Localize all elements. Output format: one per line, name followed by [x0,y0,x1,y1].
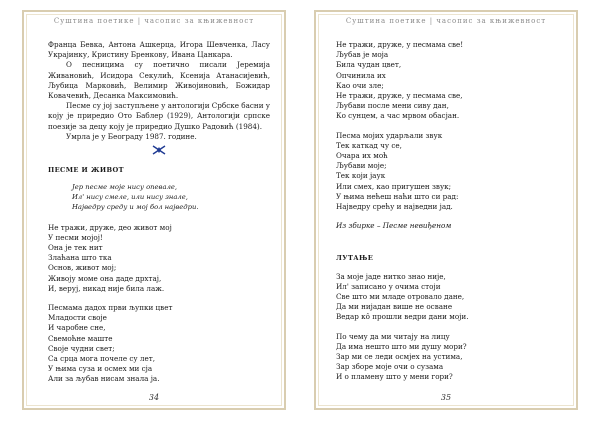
stanza [48,303,270,385]
page-header: Суштина поетике | часопис за књижевност [53,17,255,25]
left-page [22,10,286,410]
verse-line: Своје чудни свет; [48,343,115,353]
verse-line: Очара их моћ [336,151,388,161]
verse-line: Али за љубав нисам знала ја. [48,374,160,384]
verse-line: Ведар кô прошли ведри дани моји. [336,312,469,322]
verse-line: Љубави моје; [336,161,387,171]
source-note: Из збирке – Песме невиђеном [336,221,452,231]
epigraph-line: Најведру среду и мој бол најведри. [72,202,199,211]
verse-line: Свемоћне маште [48,333,113,343]
verse-line: Она је тек нит [48,243,103,253]
verse-line: Љубав је моја [336,50,389,60]
verse-line: И чаробне сне, [48,323,106,333]
verse-line: Ко сунцем, а час мрвом обасјан. [336,111,460,121]
verse-line: Не тражи, друже, у песмама све, [336,91,463,101]
right-content [336,40,562,392]
verse-line: Да ми нијадан више не осване [336,302,453,312]
verse-line: Не тражи, друже, део живот мој [48,222,172,232]
verse-line: У њима нећеш наћи што си рад: [336,191,459,201]
right-page [314,10,578,410]
verse-line: Младости своје [48,313,107,323]
epigraph [72,183,270,212]
verse-line: По чему да ми читају на лицу [336,331,450,341]
verse-line: Ил' записано у очима стоји [336,281,441,291]
verse-line: За моје јаде нитко знао није, [336,271,446,281]
verse-line: Љубави после мени сиву дан, [336,101,449,111]
verse-line: Злаћана што тка [48,253,112,263]
verse-line: Песмама дадох први љупки цвет [48,303,173,313]
verse-line: Као очи зле; [336,80,384,90]
verse-line: И о пламену што у мени гори? [336,372,453,382]
bio-paragraph: О песницима су поетично писали Јеремија Живановић, Исидора Секулић, Ксенија Атанасијевић, Љубица Марковић, Велимир Живојиновић, Божидар Ковачевић, Десанка Максимовић. [48,60,270,101]
left-content [48,40,270,394]
epigraph-line: Јер песме моје нису опевале, [72,183,178,192]
page-number: 35 [440,393,452,402]
verse-line: Била чудан цвет, [336,60,402,70]
poem-title: ПЕСМЕ И ЖИВОТ [48,166,124,175]
bio-paragraph: Песме су јој заступљене у антологији Србске басни у коју је приредио Ото Баблер (1929), Антологији српске поезије за децу коју је приредио Душко Радовић (1984). [48,101,271,131]
verse-line: Живоју моме она даде дрхтај, [48,273,162,283]
verse-line: Тек каткад чу се, [336,140,402,150]
stanza [48,223,270,294]
verse-line: Не тражи, друже, у песмама све! [336,40,464,49]
verse-line: И, веруј, никад није била лаж. [48,283,165,293]
bio-paragraph: Умрла је у Београду 1987. године. [66,131,197,141]
verse-line: Опчинила их [336,70,386,80]
verse-line: Или смех, као пригушен звук; [336,181,452,191]
ornament-icon [48,145,270,157]
epigraph-line: Ил' нису смеле, или нису знале, [72,193,188,202]
stanza [336,272,562,323]
verse-line: Зар ми се леди осмјех на устима, [336,352,463,362]
verse-line: Да има нешто што ми душу мори? [336,341,467,351]
stanza [336,131,562,213]
verse-line: Најведру срећу и најведни јад. [336,202,453,212]
verse-line: Тек који јаук [336,171,386,181]
verse-line: Основ, живот мој; [48,263,117,273]
verse-line: Песма мојих ударљали звук [336,130,443,140]
verse-line: Све што ми младе отровало дане, [336,292,465,302]
bio-paragraph: Франца Бевка, Антона Ашкерца, Игора Шевченка, Ласу Украјинку, Кристину Бренкову, Ивана Цанкара. [48,40,270,60]
stanza [336,40,562,122]
page-header: Суштина поетике | часопис за књижевност [345,17,547,25]
page-number: 34 [148,393,160,402]
verse-line: Зар зборе моје очи о сузама [336,362,444,372]
poem-title: ЛУТАЊЕ [336,254,374,263]
stanza [336,332,562,383]
verse-line: У њима суза и осмех ми сја [48,364,153,374]
verse-line: Са срца мога почеле су лет, [48,354,155,364]
verse-line: У песми мојој! [48,232,103,242]
